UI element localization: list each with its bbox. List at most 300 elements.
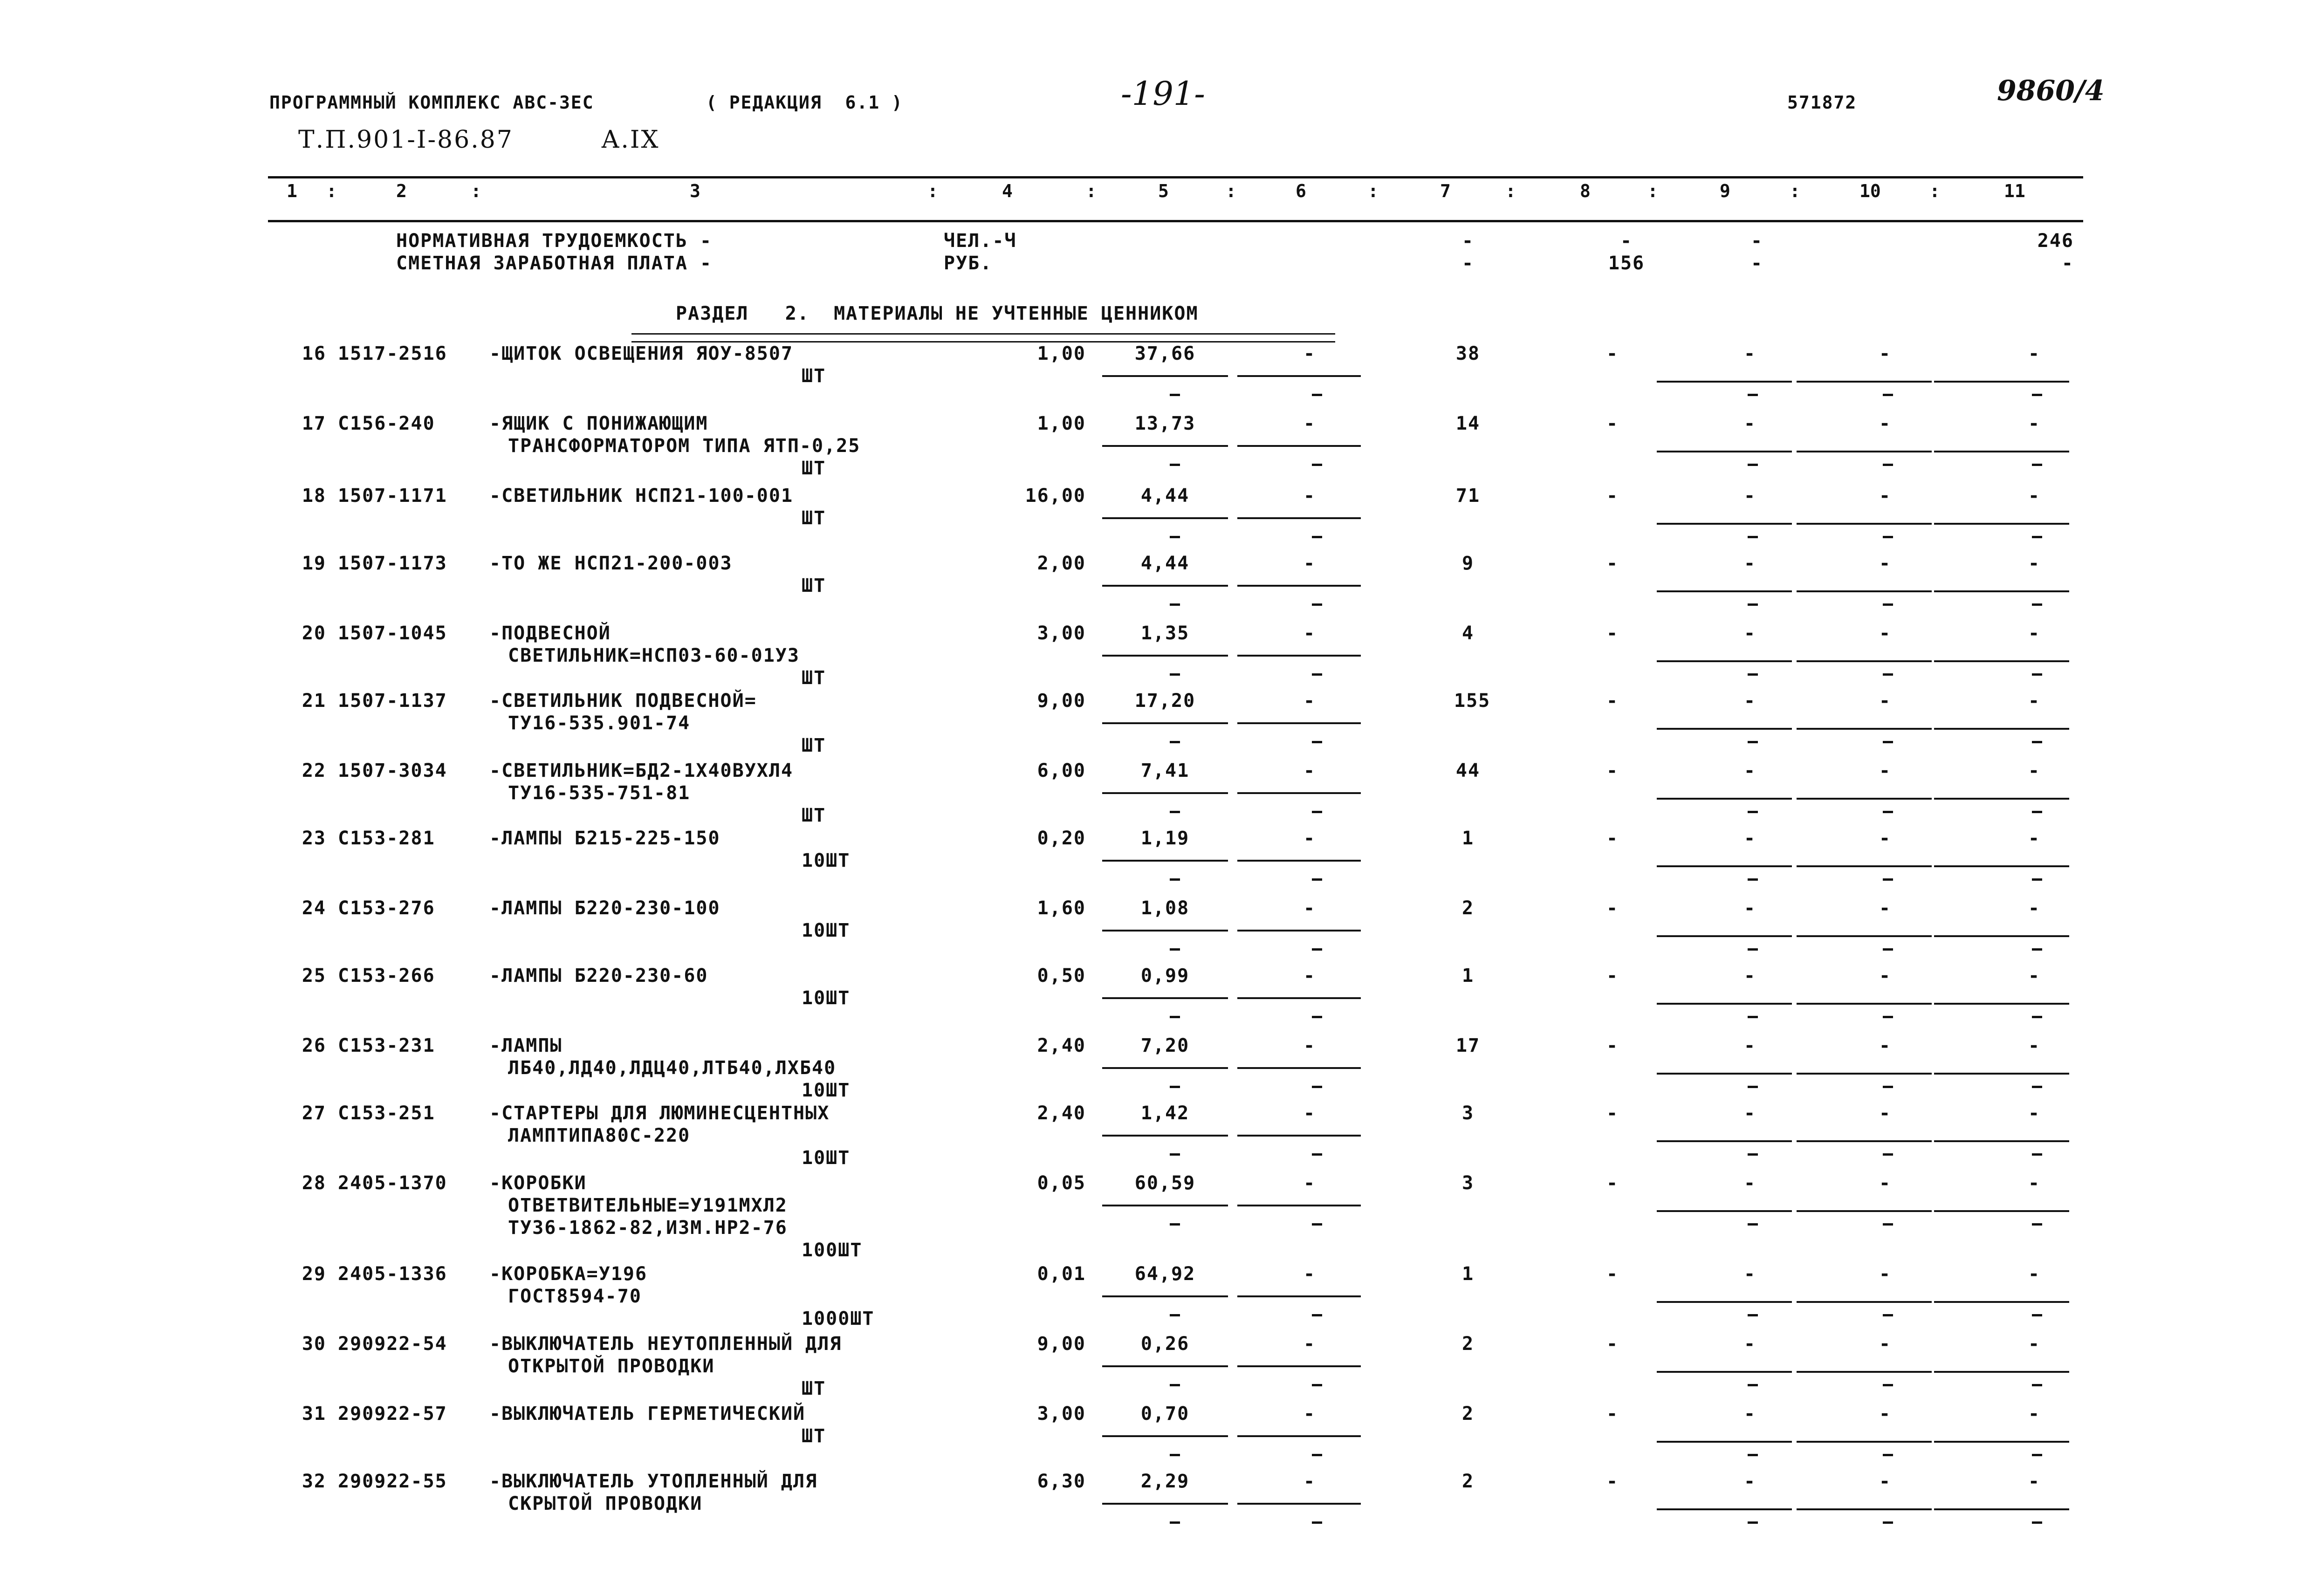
row-name-line: ТРАНСФОРМАТОРОМ ТИПА ЯТП-0,25 [508,435,861,457]
row-subtotal-dash [1748,1086,1758,1088]
row-code: 1507-1045 [338,623,447,644]
row-name-line: -ЛАМПЫ [489,1035,563,1056]
row-subtotal-dash [2032,741,2042,743]
column-separator: : [1368,181,1379,201]
row-col6: - [1303,553,1316,574]
row-rule [1237,1435,1361,1437]
row-code: 1507-1171 [338,485,447,507]
row-col10: - [1879,828,1892,849]
row-subtotal-dash [1748,1384,1758,1386]
row-col11: - [2028,690,2041,712]
row-col11: - [2028,760,2041,781]
row-subtotal-dash [2032,536,2042,538]
row-code: 2405-1370 [338,1172,447,1194]
row-col10: - [1879,965,1892,986]
row-rule [1797,798,1932,800]
row-rule [1102,375,1228,377]
row-rule [1934,1301,2069,1303]
row-rule [1102,1503,1228,1505]
row-name-line: ТУ16-535.901-74 [508,712,691,734]
row-col6: - [1303,343,1316,364]
row-rule [1657,798,1792,800]
row-col7: 2 [1461,897,1475,919]
row-rule [1102,1205,1228,1206]
row-col11: - [2028,343,2041,364]
row-subtotal-dash [1748,464,1758,466]
row-name-line: -СВЕТИЛЬНИК НСП21-100-001 [489,485,794,507]
row-rule [1797,1140,1932,1142]
row-subtotal-dash [1312,394,1322,396]
row-subtotal-dash [1312,1153,1322,1156]
row-rule [1934,381,2069,383]
row-col9: - [1743,1035,1756,1056]
handwritten-code: 9860/4 [1997,75,2105,107]
row-rule [1657,1301,1792,1303]
row-subtotal-dash [1312,673,1322,676]
column-separator: : [1086,181,1097,201]
row-rule [1237,445,1361,447]
row-subtotal-dash [1312,603,1322,606]
row-rule [1797,1073,1932,1075]
row-price: 1,42 [1140,1103,1190,1124]
row-unit: 10ШТ [802,920,851,941]
row-price: 1,19 [1140,828,1190,849]
row-col6: - [1303,1172,1316,1194]
row-col7: 71 [1455,485,1481,507]
row-unit: 10ШТ [802,987,851,1009]
summary-col8: - [1620,230,1633,252]
row-rule [1237,1205,1361,1206]
row-name-line: ОТВЕТВИТЕЛЬНЫЕ=У191МХЛ2 [508,1195,788,1216]
row-rule [1797,590,1932,592]
row-price: 13,73 [1134,413,1196,434]
row-quantity: 2,40 [1037,1103,1086,1124]
row-code: С153-281 [338,828,435,849]
row-name-line: ГОСТ8594-70 [508,1286,642,1307]
row-subtotal-dash [1883,1223,1893,1226]
row-name-line: -ПОДВЕСНОЙ [489,623,611,644]
row-rule [1934,660,2069,662]
row-subtotal-dash [2032,1016,2042,1018]
row-subtotal-dash [2032,1153,2042,1156]
row-rule [1102,1135,1228,1137]
row-col10: - [1879,1263,1892,1285]
row-number: 18 [302,485,326,507]
row-unit: ШТ [802,667,826,689]
row-subtotal-dash [1312,878,1322,881]
row-number: 21 [302,690,326,712]
row-subtotal-dash [1170,948,1180,951]
row-col11: - [2028,828,2041,849]
row-col10: - [1879,485,1892,507]
row-code: С156-240 [338,413,435,434]
row-col9: - [1743,1263,1756,1285]
row-subtotal-dash [1170,1086,1180,1088]
row-rule [1934,1371,2069,1373]
row-subtotal-dash [1170,673,1180,676]
row-code: 290922-54 [338,1333,447,1355]
row-subtotal-dash [1748,1521,1758,1524]
row-col9: - [1743,897,1756,919]
row-col8: - [1606,828,1619,849]
row-subtotal-dash [1748,536,1758,538]
row-rule [1237,792,1361,794]
row-subtotal-dash [2032,394,2042,396]
summary-unit: ЧЕЛ.-Ч [944,230,1017,252]
row-rule [1797,523,1932,525]
row-col7: 2 [1461,1333,1475,1355]
row-col6: - [1303,760,1316,781]
row-rule [1657,381,1792,383]
row-rule [1657,1371,1792,1373]
row-code: С153-276 [338,897,435,919]
column-separator: : [927,181,938,201]
row-rule [1934,451,2069,452]
row-subtotal-dash [1170,1384,1180,1386]
row-quantity: 1,00 [1037,343,1086,364]
row-price: 60,59 [1134,1172,1196,1194]
row-rule [1657,728,1792,730]
row-subtotal-dash [2032,1454,2042,1456]
album-code: А.IX [601,126,660,154]
row-rule [1657,1210,1792,1212]
column-separator: : [1505,181,1516,201]
row-rule [1237,997,1361,999]
row-subtotal-dash [1748,878,1758,881]
row-rule [1797,1301,1932,1303]
row-subtotal-dash [1312,1314,1322,1316]
row-col6: - [1303,1333,1316,1355]
row-col6: - [1303,1103,1316,1124]
row-subtotal-dash [2032,878,2042,881]
row-col7: 4 [1461,623,1475,644]
row-code: 1517-2516 [338,343,447,364]
row-rule [1934,728,2069,730]
row-col7: 1 [1461,828,1475,849]
row-subtotal-dash [1312,741,1322,743]
row-subtotal-dash [1312,464,1322,466]
row-rule [1102,930,1228,932]
column-number: 9 [1720,181,1730,201]
column-separator: : [326,181,337,201]
row-code: С153-251 [338,1103,435,1124]
column-number: 10 [1859,181,1881,201]
row-col11: - [2028,1035,2041,1056]
row-price: 7,20 [1140,1035,1190,1056]
row-col7: 3 [1461,1103,1475,1124]
row-subtotal-dash [1312,1016,1322,1018]
row-unit: ШТ [802,1378,826,1399]
row-subtotal-dash [2032,1223,2042,1226]
row-rule [1934,1441,2069,1443]
row-quantity: 2,40 [1037,1035,1086,1056]
row-number: 22 [302,760,326,781]
row-price: 0,70 [1140,1403,1190,1425]
row-quantity: 1,60 [1037,897,1086,919]
row-col9: - [1743,1103,1756,1124]
row-subtotal-dash [1883,536,1893,538]
row-subtotal-dash [1748,603,1758,606]
row-name-line: -ТО ЖЕ НСП21-200-003 [489,553,733,574]
summary-label: НОРМАТИВНАЯ ТРУДОЕМКОСТЬ - [396,230,713,252]
row-subtotal-dash [1883,1314,1893,1316]
row-rule [1102,1067,1228,1069]
row-rule [1657,523,1792,525]
row-name-line: -СТАРТЕРЫ ДЛЯ ЛЮМИНЕСЦЕНТНЫХ [489,1103,830,1124]
column-number: 8 [1580,181,1591,201]
row-subtotal-dash [1883,1454,1893,1456]
row-col11: - [2028,553,2041,574]
row-col8: - [1606,623,1619,644]
row-rule [1657,865,1792,867]
row-quantity: 6,30 [1037,1471,1086,1492]
row-rule [1237,1135,1361,1137]
row-rule [1797,1210,1932,1212]
row-col9: - [1743,1471,1756,1492]
row-col8: - [1606,1035,1619,1056]
row-subtotal-dash [1170,1153,1180,1156]
row-rule [1657,451,1792,452]
column-separator: : [1226,181,1236,201]
row-col10: - [1879,343,1892,364]
row-subtotal-dash [1312,948,1322,951]
row-subtotal-dash [1312,1223,1322,1226]
row-code: С153-231 [338,1035,435,1056]
row-price: 17,20 [1134,690,1196,712]
row-subtotal-dash [1170,1521,1180,1524]
row-price: 1,35 [1140,623,1190,644]
row-subtotal-dash [2032,948,2042,951]
row-price: 0,99 [1140,965,1190,986]
row-rule [1934,1003,2069,1005]
row-rule [1657,590,1792,592]
row-unit: ШТ [802,458,826,479]
row-name-line: ЛБ40,ЛД40,ЛДЦ40,ЛТБ40,ЛХБ40 [508,1057,837,1079]
row-price: 7,41 [1140,760,1190,781]
row-rule [1934,1210,2069,1212]
row-col10: - [1879,1035,1892,1056]
row-col9: - [1743,623,1756,644]
row-col9: - [1743,828,1756,849]
row-subtotal-dash [1312,1384,1322,1386]
row-quantity: 3,00 [1037,623,1086,644]
row-name-line: ТУ16-535-751-81 [508,782,691,804]
column-separator: : [1647,181,1658,201]
row-subtotal-dash [1170,1016,1180,1018]
row-subtotal-dash [1883,1153,1893,1156]
row-col11: - [2028,1403,2041,1425]
row-col7: 38 [1455,343,1481,364]
row-subtotal-dash [2032,1314,2042,1316]
row-number: 16 [302,343,326,364]
row-rule [1237,722,1361,724]
row-subtotal-dash [2032,1521,2042,1524]
row-rule [1102,792,1228,794]
row-number: 32 [302,1471,326,1492]
row-col8: - [1606,485,1619,507]
row-quantity: 0,05 [1037,1172,1086,1194]
row-col11: - [2028,485,2041,507]
row-name-line: -СВЕТИЛЬНИК ПОДВЕСНОЙ= [489,690,757,712]
row-subtotal-dash [2032,1086,2042,1088]
column-number: 6 [1296,181,1306,201]
row-rule [1797,381,1932,383]
row-col11: - [2028,965,2041,986]
row-subtotal-dash [1883,1016,1893,1018]
document-number: 571872 [1787,92,1857,113]
row-subtotal-dash [1748,673,1758,676]
row-number: 27 [302,1103,326,1124]
row-subtotal-dash [1170,603,1180,606]
row-col6: - [1303,828,1316,849]
row-rule [1102,585,1228,587]
row-subtotal-dash [1312,811,1322,813]
row-col8: - [1606,1263,1619,1285]
row-price: 0,26 [1140,1333,1190,1355]
row-subtotal-dash [1883,741,1893,743]
row-col9: - [1743,690,1756,712]
row-col8: - [1606,1403,1619,1425]
row-unit: ШТ [802,507,826,529]
row-rule [1237,1067,1361,1069]
row-col8: - [1606,1172,1619,1194]
summary-unit: РУБ. [944,253,993,274]
section-title: РАЗДЕЛ 2. МАТЕРИАЛЫ НЕ УЧТЕННЫЕ ЦЕННИКОМ [676,303,1199,324]
summary-col9: - [1750,253,1763,274]
row-price: 37,66 [1134,343,1196,364]
row-quantity: 0,20 [1037,828,1086,849]
row-subtotal-dash [1312,1086,1322,1088]
row-subtotal-dash [2032,464,2042,466]
column-number: 3 [690,181,700,201]
row-subtotal-dash [2032,673,2042,676]
row-name-line: -ЛАМПЫ Б215-225-150 [489,828,720,849]
row-col8: - [1606,1333,1619,1355]
row-subtotal-dash [1883,1521,1893,1524]
row-rule [1237,375,1361,377]
row-col10: - [1879,1103,1892,1124]
row-col6: - [1303,897,1316,919]
row-col11: - [2028,1172,2041,1194]
row-col9: - [1743,1333,1756,1355]
row-price: 2,29 [1140,1471,1190,1492]
row-rule [1657,1140,1792,1142]
row-col10: - [1879,760,1892,781]
row-rule [1237,1503,1361,1505]
column-number: 4 [1002,181,1013,201]
column-separator: : [1790,181,1800,201]
row-col8: - [1606,965,1619,986]
row-rule [1237,930,1361,932]
row-subtotal-dash [1748,1223,1758,1226]
row-unit: 10ШТ [802,1080,851,1101]
row-quantity: 2,00 [1037,553,1086,574]
row-name-line: ОТКРЫТОЙ ПРОВОДКИ [508,1356,715,1377]
row-name-line: -СВЕТИЛЬНИК=БД2-1Х40ВУХЛ4 [489,760,794,781]
row-col9: - [1743,760,1756,781]
row-rule [1102,997,1228,999]
row-number: 25 [302,965,326,986]
row-col7: 1 [1461,965,1475,986]
row-subtotal-dash [1170,1454,1180,1456]
row-rule [1102,1365,1228,1367]
row-subtotal-dash [1883,1384,1893,1386]
row-col10: - [1879,1333,1892,1355]
row-rule [1797,1371,1932,1373]
row-col9: - [1743,485,1756,507]
row-col11: - [2028,1333,2041,1355]
row-name-line: -ЩИТОК ОСВЕЩЕНИЯ ЯОУ-8507 [489,343,794,364]
page-number: -191- [1121,75,1205,113]
row-code: 2405-1336 [338,1263,447,1285]
row-number: 26 [302,1035,326,1056]
row-subtotal-dash [1883,1086,1893,1088]
row-subtotal-dash [1170,394,1180,396]
edition-label: ( РЕДАКЦИЯ 6.1 ) [706,92,903,113]
row-subtotal-dash [1170,741,1180,743]
row-col7: 44 [1455,760,1481,781]
row-col11: - [2028,1103,2041,1124]
row-subtotal-dash [1883,464,1893,466]
row-col10: - [1879,553,1892,574]
row-unit: ШТ [802,575,826,596]
row-col9: - [1743,1403,1756,1425]
row-col6: - [1303,413,1316,434]
row-rule [1657,1003,1792,1005]
row-col6: - [1303,1471,1316,1492]
row-col9: - [1743,553,1756,574]
row-col6: - [1303,485,1316,507]
row-col11: - [2028,1263,2041,1285]
row-name-line: СКРЫТОЙ ПРОВОДКИ [508,1493,703,1514]
row-col8: - [1606,690,1619,712]
row-name-line: -ВЫКЛЮЧАТЕЛЬ ГЕРМЕТИЧЕСКИЙ [489,1403,806,1425]
row-name-line: -ВЫКЛЮЧАТЕЛЬ НЕУТОПЛЕННЫЙ ДЛЯ [489,1333,842,1355]
summary-col7: - [1461,230,1475,252]
row-unit: 10ШТ [802,1147,851,1169]
column-number: 5 [1158,181,1169,201]
row-rule [1102,445,1228,447]
row-rule [1102,1435,1228,1437]
row-name-line: -ЛАМПЫ Б220-230-100 [489,897,720,919]
row-subtotal-dash [1170,464,1180,466]
row-subtotal-dash [1748,811,1758,813]
row-price: 1,08 [1140,897,1190,919]
row-unit: ШТ [802,1425,826,1447]
row-col7: 2 [1461,1471,1475,1492]
row-unit: 100ШТ [802,1240,863,1261]
row-rule [1102,1295,1228,1297]
row-rule [1237,655,1361,657]
column-separator: : [471,181,481,201]
row-code: 1507-3034 [338,760,447,781]
row-rule [1237,1295,1361,1297]
row-price: 4,44 [1140,485,1190,507]
row-name-line: СВЕТИЛЬНИК=НСП03-60-01УЗ [508,645,800,666]
row-unit: ШТ [802,365,826,387]
row-number: 30 [302,1333,326,1355]
row-code: С153-266 [338,965,435,986]
row-number: 20 [302,623,326,644]
row-rule [1934,1073,2069,1075]
row-rule [1934,1508,2069,1510]
row-subtotal-dash [2032,603,2042,606]
row-code: 1507-1173 [338,553,447,574]
row-subtotal-dash [1883,673,1893,676]
row-rule [1934,1140,2069,1142]
row-rule [1797,728,1932,730]
summary-col9: - [1750,230,1763,252]
